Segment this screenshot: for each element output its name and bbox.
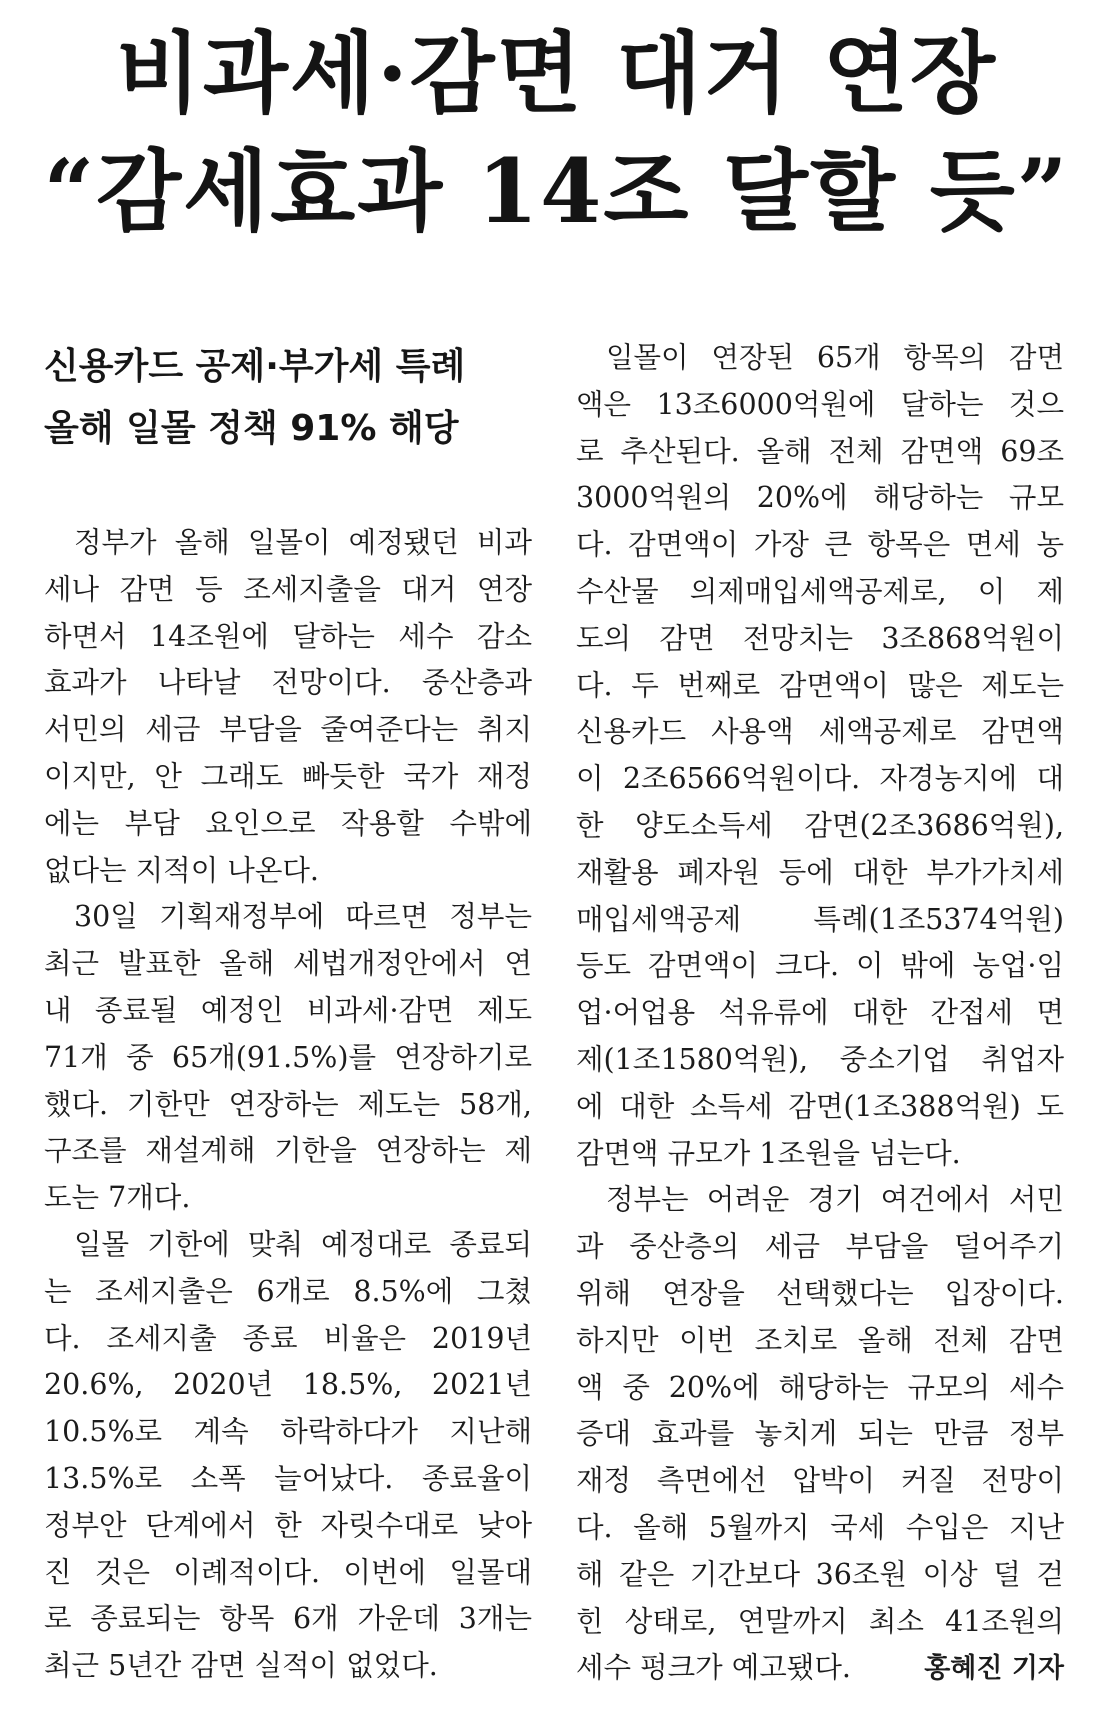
text-line: 일몰 기한에 맞춰 예정대로 종료되: [74, 1227, 532, 1261]
subheadline: [44, 336, 544, 460]
article-column-right: [576, 335, 1064, 1693]
text-line: 해 같은 기간보다 36조원 이상 덜 걷: [576, 1557, 1064, 1591]
text-line: 액은 13조6000억원에 달하는 것으: [576, 387, 1064, 421]
text-line: 다. 조세지출 종료 비율은 2019년: [44, 1321, 532, 1355]
text-line: 감면액 규모가 1조원을 넘는다.: [576, 1136, 961, 1170]
text-line: 로 추산된다. 올해 전체 감면액 69조: [576, 434, 1064, 468]
text-line: 정부가 올해 일몰이 예정됐던 비과: [74, 526, 532, 559]
text-line: 71개 중 65개(91.5%)를 연장하기로: [44, 1040, 532, 1074]
text-line: 매입세액공제 특례(1조5374억원): [576, 902, 1064, 936]
text-line: 이 2조6566억원이다. 자경농지에 대: [576, 762, 1064, 796]
text-line: 정부안 단계에서 한 자릿수대로 낮아: [44, 1508, 532, 1542]
byline: 홍혜진 기자: [924, 1653, 1064, 1685]
paragraph-4: [576, 335, 1064, 1177]
text-line: 세수 펑크가 예고됐다.: [576, 1651, 851, 1685]
text-line: 내 종료될 예정인 비과세·감면 제도: [44, 993, 532, 1027]
text-line: 과 중산층의 세금 부담을 덜어주기: [576, 1230, 1064, 1264]
text-line: 재정 측면에선 압박이 커질 전망이: [576, 1464, 1064, 1498]
text-line: 액 중 20%에 해당하는 규모의 세수: [576, 1370, 1064, 1404]
text-line: 서민의 세금 부담을 줄여준다는 취지: [44, 713, 532, 747]
text-line: 수산물 의제매입세액공제로, 이 제: [576, 574, 1064, 608]
text-line: 위해 연장을 선택했다는 입장이다.: [576, 1276, 1064, 1310]
text-line: 최근 5년간 감면 실적이 없었다.: [44, 1649, 438, 1683]
text-line: 증대 효과를 놓치게 되는 만큼 정부: [576, 1417, 1064, 1451]
text-line: 재활용 폐자원 등에 대한 부가가치세: [576, 855, 1064, 889]
text-line: 다. 올해 5월까지 국세 수입은 지난: [576, 1510, 1064, 1544]
text-line: 없다는 지적이 나온다.: [44, 853, 319, 887]
text-line: 정부는 어려운 경기 여건에서 서민: [606, 1183, 1064, 1217]
text-line: 세나 감면 등 조세지출을 대거 연장: [44, 572, 532, 606]
text-line: 하지만 이번 조치로 올해 전체 감면: [576, 1323, 1064, 1357]
text-line: 는 조세지출은 6개로 8.5%에 그쳤: [44, 1274, 532, 1308]
subheadline-line-1: 신용카드 공제·부가세 특례: [44, 346, 466, 387]
text-line: 에는 부담 요인으로 작용할 수밖에: [44, 806, 532, 840]
text-line: 최근 발표한 올해 세법개정안에서 연: [44, 947, 532, 981]
text-line: 제(1조1580억원), 중소기업 취업자: [576, 1042, 1064, 1076]
text-line: 10.5%로 계속 하락하다가 지난해: [44, 1415, 532, 1449]
text-line: 하면서 14조원에 달하는 세수 감소: [44, 619, 532, 653]
paragraph-3: [44, 1222, 532, 1690]
headline-line-1: 비과세·감면 대거 연장: [116, 21, 997, 125]
paragraph-1: [44, 520, 532, 894]
text-line: 도는 7개다.: [44, 1181, 191, 1215]
article-column-left: [44, 520, 532, 1690]
text-line: 13.5%로 소폭 늘어났다. 종료율이: [44, 1461, 532, 1495]
paragraph-2: [44, 894, 532, 1222]
text-line: 했다. 기한만 연장하는 제도는 58개,: [44, 1087, 532, 1121]
headline: [0, 14, 1113, 250]
text-line: 진 것은 이례적이다. 이번에 일몰대: [44, 1555, 532, 1589]
text-line: 구조를 재설계해 기한을 연장하는 제: [44, 1134, 532, 1168]
text-line: 업·어업용 석유류에 대한 간접세 면: [576, 996, 1064, 1030]
headline-line-2: “감세효과 14조 달할 듯”: [43, 139, 1070, 243]
text-line: 20.6%, 2020년 18.5%, 2021년: [44, 1368, 532, 1402]
text-line: 한 양도소득세 감면(2조3686억원),: [576, 808, 1064, 842]
text-line: 효과가 나타날 전망이다. 중산층과: [44, 666, 532, 700]
text-line: 등도 감면액이 크다. 이 밖에 농업·임: [576, 949, 1064, 983]
text-line: 30일 기획재정부에 따르면 정부는: [74, 900, 532, 934]
paragraph-5: [576, 1177, 1064, 1693]
text-line: 이지만, 안 그래도 빠듯한 국가 재정: [44, 759, 532, 793]
text-line: 3000억원의 20%에 해당하는 규모: [576, 481, 1064, 515]
text-line: 에 대한 소득세 감면(1조388억원) 도: [576, 1089, 1064, 1123]
text-line: 일몰이 연장된 65개 항목의 감면: [606, 341, 1064, 374]
text-line: 도의 감면 전망치는 3조868억원이: [576, 621, 1064, 655]
text-line: 신용카드 사용액 세액공제로 감면액: [576, 715, 1064, 749]
subheadline-line-2: 올해 일몰 정책 91% 해당: [44, 408, 459, 449]
text-line: 다. 두 번째로 감면액이 많은 제도는: [576, 668, 1064, 702]
closing-line: [576, 1645, 1064, 1693]
text-line: 힌 상태로, 연말까지 최소 41조원의: [576, 1604, 1064, 1638]
text-line: 다. 감면액이 가장 큰 항목은 면세 농: [576, 528, 1064, 562]
text-line: 로 종료되는 항목 6개 가운데 3개는: [44, 1602, 532, 1636]
